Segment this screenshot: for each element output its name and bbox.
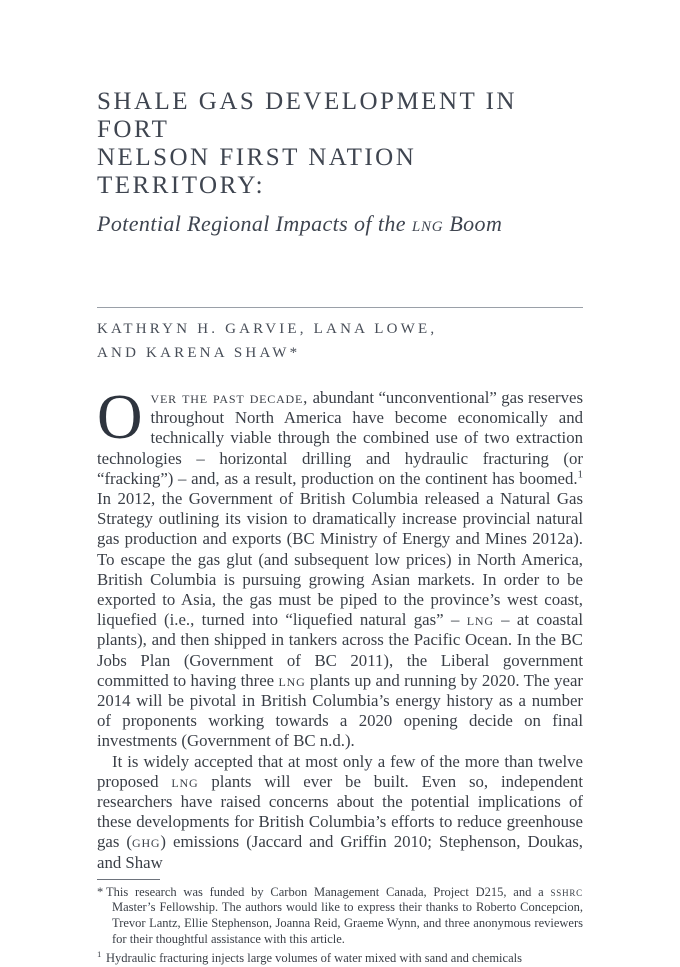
article-title-line1: SHALE GAS DEVELOPMENT IN FORT: [97, 88, 517, 143]
footnote-star-marker: *: [97, 884, 104, 899]
article-body: [97, 382, 583, 873]
article-title: [97, 88, 583, 200]
article-subtitle: Potential Regional Impacts of the lng Boom: [97, 211, 503, 236]
header-divider-rule: [97, 307, 583, 308]
footnotes-section: [97, 879, 583, 967]
paragraph-2: It is widely accepted that at most only a few of the more than twelve proposed lng plants will ever be built. Even so, independent researchers have raised concerns about the potential implications of these developments for British Columbia’s efforts to reduce greenhouse gas (ghg) emissions (Jaccard and Griffin 2010; Stephenson, Doukas, and Shaw: [97, 751, 583, 872]
paragraph-1: [97, 382, 583, 752]
footnote-1-marker: 1: [97, 949, 102, 960]
footnote-1-text: Hydraulic fracturing injects large volumes of water mixed with sand and chemicals: [106, 951, 522, 966]
footnote-star-text: This research was funded by Carbon Management Canada, Project D215, and a sshrc Master’s Fellowship. The authors would like to express their thanks to Roberto Concepcion, Trevor Lantz, Ellie Stephenson, Joanna Reid, Graeme Wynn, and three anonymous reviewers for their thoughtful assistance with this article.: [106, 884, 583, 946]
authors-byline: [97, 317, 583, 365]
drop-cap-letter: O: [97, 382, 143, 452]
article-title-line2: NELSON FIRST NATION TERRITORY:: [97, 144, 417, 199]
footnote-star: [97, 885, 583, 947]
footnote-separator-rule: [97, 879, 160, 880]
footnote-1: [97, 947, 583, 967]
authors-line2: AND KARENA SHAW*: [97, 345, 301, 361]
authors-line1: KATHRYN H. GARVIE, LANA LOWE,: [97, 321, 438, 337]
paragraph-1-text: ver the past decade, abundant “unconventional” gas reserves throughout North America have become economically and technically viable through the combined use of two extraction technologies – horizontal drilling and hydraulic fracturing (or “fracking”) – and, as a result, production on the continent has boomed.$^1$ In 2012, the Government of British Columbia released a Natural Gas Strategy outlining its vision to dramatically increase provincial natural gas production and exports (BC Ministry of Energy and Mines 2012a). To escape the gas glut (and subsequent low prices) in North America, British Columbia is pursuing growing Asian markets. In order to be exported to Asia, the gas must be piped to the province’s west coast, liquefied (i.e., turned into “liquefied natural gas” – lng – at coastal plants), and then shipped in tankers across the Pacific Ocean. In the BC Jobs Plan (Government of BC 2011), the Liberal government committed to having three lng plants up and running by 2020. The year 2014 will be pivotal in British Columbia’s energy history as a number of proponents working towards a 2020 opening decide on final investments (Government of BC n.d.).: [97, 388, 583, 751]
